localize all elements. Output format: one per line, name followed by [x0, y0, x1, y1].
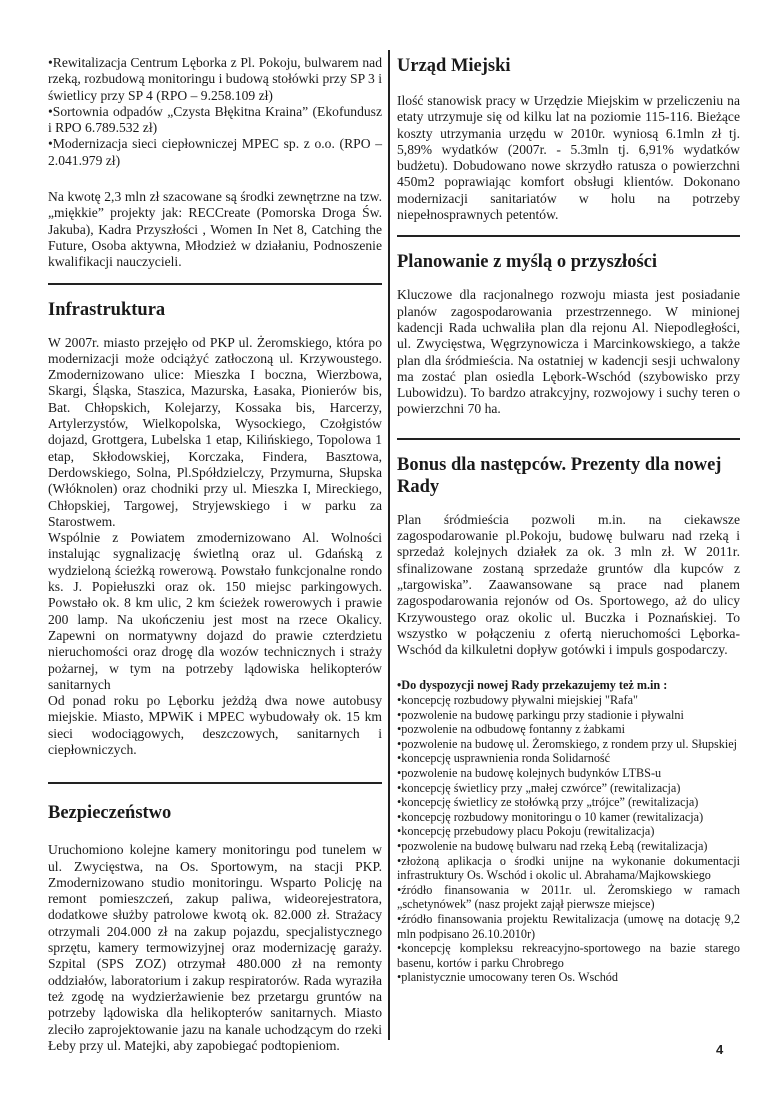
infrastruktura-paragraph: Wspólnie z Powiatem zmodernizowano Al. Wolności instalując sygnalizację świetlną oraz ul. Gdańską z wydzieloną ścieżką rowerową. Powstało funkcjonalne rondo ks. J. Popiełuszki oraz ok. 150 miejsc parkingowych. Powstało ok. 8 km ulic, 2 km ścieżek rowerowych i prawie 200 lamp. Na ukończeniu jest most na rzece Okalicy. Zapewni on normatywny dojazd do prawie czterdzietu nieruchomości oraz drogę dla wozów technicznych i straży pożarnej, w tym na potrzeby lądowiska helikopterów sanitarnych: [48, 530, 382, 692]
handover-list-item: •źródło finansowania w 2011r. ul. Żeromskiego w ramach „schetynówek” (nasz projekt zajął pierwsze miejsce): [397, 882, 740, 912]
soft-projects-paragraph: Na kwotę 2,3 mln zł szacowane są środki zewnętrzne na tzw. „miękkie” projekty jak: RECCreate (Pomorska Droga Św. Jakuba), Kadra Przyszłości , Women In Net 8, Catching the Future, Osoba aktywna, Młodzież w działaniu, Podnoszenie kwalifikacji nauczycieli.: [48, 189, 382, 270]
handover-list-item: •koncepcję świetlicy ze stołówką przy „trójce” (rewitalizacja): [397, 795, 699, 810]
planowanie-paragraph: Kluczowe dla racjonalnego rozwoju miasta jest posiadanie planów zagospodarowania przestrzennego. W minionej kadencji Rada uchwaliła plan dla rejonu Al. Niepodległości, ul. Zwycięstwa, Węgrzynowicza i Marcinkowskiego, a także plan dla śródmieścia. Na ostatniej w kadencji sesji uchwalony ma zostać plan osiedla Lębork-Wschód (szybowisko przy Lubowidzu). To bardzo atrakcyjny, rozwojowy i suchy teren o powierzchni 70 ha.: [397, 287, 740, 417]
handover-list-item: •koncepcję świetlicy przy „małej czwórce” (rewitalizacja): [397, 780, 681, 795]
handover-list: [397, 678, 740, 984]
handover-list-item: •koncepcję usprawnienia ronda Solidarność: [397, 751, 611, 766]
left-column: [48, 55, 382, 1054]
funding-bullet: •Rewitalizacja Centrum Lęborka z Pl. Pokoju, bulwarem nad rzeką, rozbudową monitoringu i budową stołówki przy SP 3 i świetlicy przy SP 4 (RPO – 9.258.109 zł): [48, 55, 383, 103]
urzad-paragraph: Ilość stanowisk pracy w Urzędzie Miejskim w przeliczeniu na etaty utrzymuje się od kilku lat na poziomie 115-116. Bieżące koszty utrzymania urzędu w 2010r. wyniosą 6.1mln zł tj. 5,89% wydatków (2007r. - 5.3mln tj. 6,91% wydatków budżetu). Dobudowano nowe skrzydło ratusza o powierzchni 450m2 poprawiając komfort obsługi klientów. Dokonano modernizacji sanitariatów w holu na potrzeby niepełnosprawnych petentów.: [397, 93, 740, 223]
handover-list-item: •koncepcję przebudowy placu Pokoju (rewitalizacja): [397, 824, 655, 839]
handover-list-item: •pozwolenie na budowę kolejnych budynków LTBS-u: [397, 765, 662, 780]
column-divider: [388, 50, 390, 1040]
section-heading-bonus: Bonus dla następców. Prezenty dla nowej Rady: [397, 454, 722, 497]
infrastruktura-paragraph: W 2007r. miasto przejęło od PKP ul. Żeromskiego, która po modernizacji może odciążyć zatłoczoną ul. Krzywoustego. Zmodernizowano ulice: Mieszka I boczna, Wierzbowa, Skargi, Śląska, Staszica, Mazurska, Łasaka, Pionierów bis, Bat. Chłopskich, Kolejarzy, Kossaka bis, Harcerzy, Artylerzystów, Wielkopolska, Wysockiego, Czołgistów dojazd, Grottgera, Lubelska 1 etap, Kilińskiego, Topolowa 1 etap, Skłodowskiej, Korczaka, Findera, Basztowa, Derdowskiego, Solna, Pl.Spółdzielczy, Przymurna, Słupska (Włóknolen) oraz chodniki przy ul. Mieszka I, Mireckiego, Chłopskiej, Targowej, Stryjewskiego i w parku za Starostwem.: [48, 334, 382, 529]
section-heading-planowanie: Planowanie z myślą o przyszłości: [397, 252, 658, 273]
handover-list-item: •pozwolenie na budowę parkingu przy stadionie i pływalni: [397, 707, 684, 722]
section-heading-urzad-miejski: Urząd Miejski: [397, 56, 511, 76]
funding-bullet: •Sortownia odpadów „Czysta Błękitna Kraina” (Ekofundusz i RPO 6.789.532 zł): [48, 103, 382, 136]
section-heading-bezpieczenstwo: Bezpieczeństwo: [48, 803, 172, 824]
page-number: 4: [716, 1042, 724, 1057]
funding-bullet-list: [48, 55, 382, 169]
bonus-paragraph: Plan śródmieścia pozwoli m.in. na ciekawsze zagospodarowanie pl.Pokoju, budowę bulwaru nad rzeką i sprzedaż kolejnych działek za ok. 3 mln zł. W 2011r. sfinalizowane zostaną sprzedaże gruntów dla kupców z „targowiska”. Zaawansowane są prace nad planem zagospodarowania rejonów od Os. Sportowego, aż do ulicy Krzywoustego oraz okolic ul. Buczka i Poznańskiej. To wszystko w połączeniu z ofertą nieruchomości Lęborka-Wschód da kilkuletni dopływ gotówki i impuls gospodarczy.: [397, 511, 740, 658]
handover-list-item: •koncepcję kompleksu rekreacyjno-sportowego na bazie starego basenu, kortów i parku Chrobrego: [397, 941, 740, 970]
infrastruktura-paragraph: Od ponad roku po Lęborku jeżdżą dwa nowe autobusy miejskie. Miasto, MPWiK i MPEC wybudowały ok. 15 km sieci wodociągowych, deszczowych, sanitarnych i ciepłowniczych.: [48, 693, 382, 757]
handover-list-item: •pozwolenie na budowę bulwaru nad rzeką Łebą (rewitalizacja): [397, 838, 708, 853]
handover-list-item: •pozwolenie na odbudowę fontanny z żabkami: [397, 722, 625, 737]
funding-bullet: •Modernizacja sieci ciepłowniczej MPEC sp. z o.o. (RPO – 2.041.979 zł): [48, 136, 382, 168]
bezpieczenstwo-paragraph: Uruchomiono kolejne kamery monitoringu pod tunelem w ul. Zwycięstwa, na Os. Sportowym, na stacji PKP. Zmodernizowano studio monitoringu. Wsparto Policję na remont pomieszczeń, zakup paliwa, wideorejestratora, dodatkowe służby patrolowe kwotą ok. 82.000 zł. Strażacy otrzymali 204.000 zł na zakup pojazdu, specjalistycznego sprzętu, kamery termowizyjnej oraz modernizację garaży. Szpital (SPS ZOZ) otrzymał 480.000 zł na remonty oddziałów, laboratorium i zakup respiratorów. Rada wyraziła też zgodę na wydzierżawienie bez przetargu gruntów na potrzeby lądowiska dla helikopterów sanitarnych. Miasto zleciło zaprojektowanie jazu na kanale uchodzącym do rzeki Łeby przy ul. Matejki, aby zapobiegać podtopieniom.: [48, 842, 382, 1053]
section-heading-infrastruktura: Infrastruktura: [48, 299, 166, 320]
handover-list-item: •koncepcję rozbudowy monitoringu o 10 kamer (rewitalizacja): [397, 809, 704, 824]
handover-list-item: •źródło finansowania projektu Rewitalizacja (umowę na dotację 9,2 mln podpisano 26.10.2010r): [397, 911, 740, 941]
handover-list-item: •pozwolenie na budowę ul. Żeromskiego, z rondem przy ul. Słupskiej: [397, 736, 738, 751]
handover-list-item: •złożoną aplikacja o środki unijne na wykonanie dokumentacji infrastruktury Os. Wschód i okolic ul. Abrahama/Majkowskiego: [397, 853, 740, 883]
handover-list-lead: •Do dyspozycji nowej Rady przekazujemy też m.in :: [397, 678, 668, 693]
handover-list-item: •planistycznie umocowany teren Os. Wschód: [397, 970, 618, 985]
handover-list-item: •koncepcję rozbudowy pływalni miejskiej "Rafa": [397, 693, 638, 708]
right-column: [397, 55, 740, 985]
